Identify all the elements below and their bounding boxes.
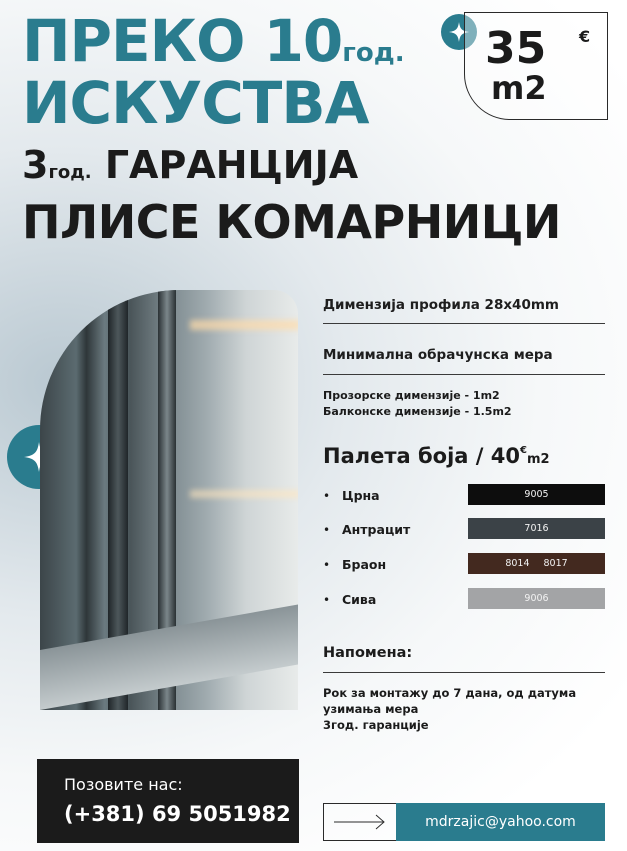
color-code: 9006 — [524, 593, 549, 604]
price-currency: € — [579, 27, 591, 46]
divider — [323, 323, 605, 324]
warranty-years-unit: год. — [48, 162, 92, 183]
price-amount: 35 — [485, 23, 547, 74]
note-line: 3год. гаранције — [323, 718, 429, 732]
headline-experience — [22, 7, 405, 75]
price-unit: m2 — [491, 69, 547, 107]
bullet-icon: • — [323, 593, 331, 607]
call-label: Позовите нас: — [64, 775, 183, 794]
email-link[interactable]: mdrzajic@yahoo.com — [396, 803, 605, 841]
divider — [323, 672, 605, 673]
color-code: 8014 — [505, 558, 530, 569]
bullet-icon: • — [323, 489, 331, 503]
color-name: Црна — [342, 488, 380, 503]
palette-title — [323, 444, 550, 468]
price-box — [464, 12, 608, 120]
warranty-word: ГАРАНЦИЈА — [91, 143, 359, 187]
color-name: Сива — [342, 592, 377, 607]
headline-warranty — [22, 143, 358, 187]
headline-experience-word: ИСКУСТВА — [22, 69, 369, 137]
color-swatch — [468, 588, 605, 609]
color-option — [323, 553, 605, 575]
color-option — [323, 484, 605, 506]
spec-min-measure: Минимална обрачунска мера — [323, 347, 553, 363]
color-code: 7016 — [524, 523, 549, 534]
note-title: Напомена: — [323, 645, 413, 661]
headline-years-unit: год. — [342, 38, 405, 68]
window-photo — [40, 290, 298, 710]
email-box[interactable] — [323, 803, 605, 841]
color-swatch — [468, 484, 605, 505]
bullet-icon: • — [323, 523, 331, 537]
note-line: Рок за монтажу до 7 дана, од датума — [323, 686, 577, 700]
color-option — [323, 518, 605, 540]
color-code: 9005 — [524, 489, 549, 500]
headline-years: ПРЕКО 10 — [22, 7, 343, 75]
palette-title-text: Палета боја / 40 — [323, 444, 520, 468]
color-option — [323, 588, 605, 610]
warranty-years: 3 — [22, 143, 49, 187]
bullet-icon: • — [323, 558, 331, 572]
spec-balcony: Балконске димензије - 1.5m2 — [323, 405, 512, 418]
phone-number[interactable]: (+381) 69 5051982 — [64, 802, 291, 826]
color-code: 8017 — [543, 558, 568, 569]
divider — [323, 374, 605, 375]
color-name: Браон — [342, 557, 387, 572]
palette-unit: m2 — [526, 452, 550, 467]
color-swatch — [468, 518, 605, 539]
spec-profile: Димензија профила 28x40mm — [323, 297, 559, 313]
arrow-right-icon — [334, 813, 386, 831]
call-box[interactable] — [37, 759, 299, 843]
product-title: ПЛИСЕ КОМАРНИЦИ — [22, 195, 561, 249]
palette-currency: € — [520, 445, 527, 456]
note-line: узимања мера — [323, 702, 419, 716]
color-name: Антрацит — [342, 522, 411, 537]
spec-window: Прозорске димензије - 1m2 — [323, 389, 500, 402]
color-swatch — [468, 553, 605, 574]
